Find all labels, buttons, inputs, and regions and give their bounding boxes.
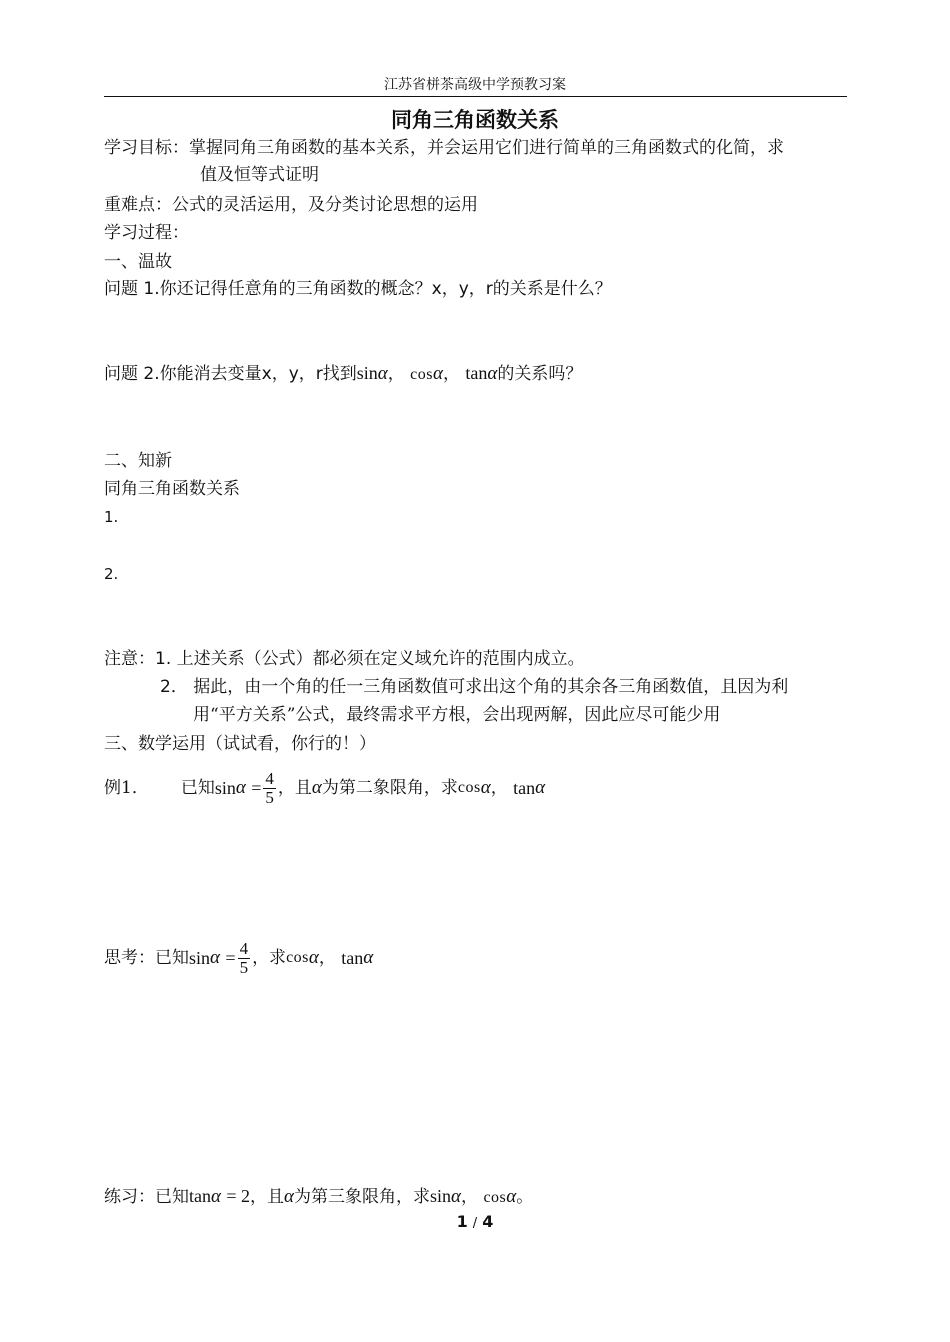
sin-alpha: sinα	[356, 363, 388, 384]
page-separator: /	[472, 1216, 478, 1231]
thinking-label: 思考：	[104, 948, 155, 968]
page-number	[0, 1212, 950, 1234]
example-1-label: 例1．	[104, 778, 149, 798]
note-2: 2． 据此，由一个角的任一三角函数值可求出这个角的其余各三角函数值，且因为利	[160, 677, 789, 697]
question-2: 问题 2.你能消去变量x，y，r找到sinα， cosα， tanα的关系吗？	[104, 363, 583, 384]
thinking-question: 思考： 已知 sin α = $\frac{4}{5}$ ，求 cos α ， tan α	[104, 938, 374, 977]
page-header	[0, 76, 950, 94]
note-label: 注意：	[104, 649, 155, 669]
section-2-subheading: 同角三角函数关系	[104, 479, 240, 499]
section-3-heading: 三、数学运用（试试看，你行的！）	[104, 734, 376, 754]
question-1: 问题 1.你还记得任意角的三角函数的概念？x，y，r的关系是什么？	[104, 279, 612, 299]
page-total: 4	[482, 1212, 494, 1231]
school-name: 江苏省栟茶高级中学预教习案	[384, 77, 566, 93]
goal-label: 学习目标：	[104, 138, 189, 158]
tan-alpha: tanα	[465, 363, 498, 384]
practice-label: 练习：	[104, 1187, 155, 1207]
learning-goal-cont	[200, 164, 319, 186]
page-current: 1	[456, 1212, 468, 1231]
header-rule	[104, 96, 847, 97]
goal-text-1: 掌握同角三角函数的基本关系，并会运用它们进行简单的三角函数式的化简，求	[189, 138, 784, 158]
fraction-four-fifths: $\frac{4}{5}$	[239, 938, 249, 977]
goal-text-2: 值及恒等式证明	[200, 165, 319, 185]
note-1: 注意：1. 上述关系（公式）都必须在定义域允许的范围内成立。	[104, 649, 585, 669]
relation-item-2: 2.	[104, 565, 119, 583]
process-label: 学习过程：	[104, 223, 189, 243]
learning-goal	[104, 137, 784, 159]
example-1: 例1． 已知 sin α = $\frac{4}{5}$ ，且 α 为第二象限角，求 cos α ， tan α	[104, 768, 546, 807]
key-points-label: 重难点：	[104, 195, 172, 215]
cos-alpha: cosα	[410, 363, 443, 384]
page-title: 同角三角函数关系	[391, 107, 559, 132]
section-2-heading: 二、知新	[104, 451, 172, 471]
section-1-heading: 一、温故	[104, 252, 172, 272]
fraction-four-fifths: $\frac{4}{5}$	[265, 768, 274, 807]
relation-item-1: 1.	[104, 508, 119, 526]
practice-question: 练习：已知tanα = 2，且α为第三象限角，求sinα， cosα。	[104, 1186, 534, 1207]
key-points	[104, 194, 478, 216]
note-2-cont: 用“平方关系”公式，最终需求平方根，会出现两解，因此应尽可能少用	[193, 705, 721, 725]
key-points-text: 公式的灵活运用，及分类讨论思想的运用	[172, 195, 478, 215]
